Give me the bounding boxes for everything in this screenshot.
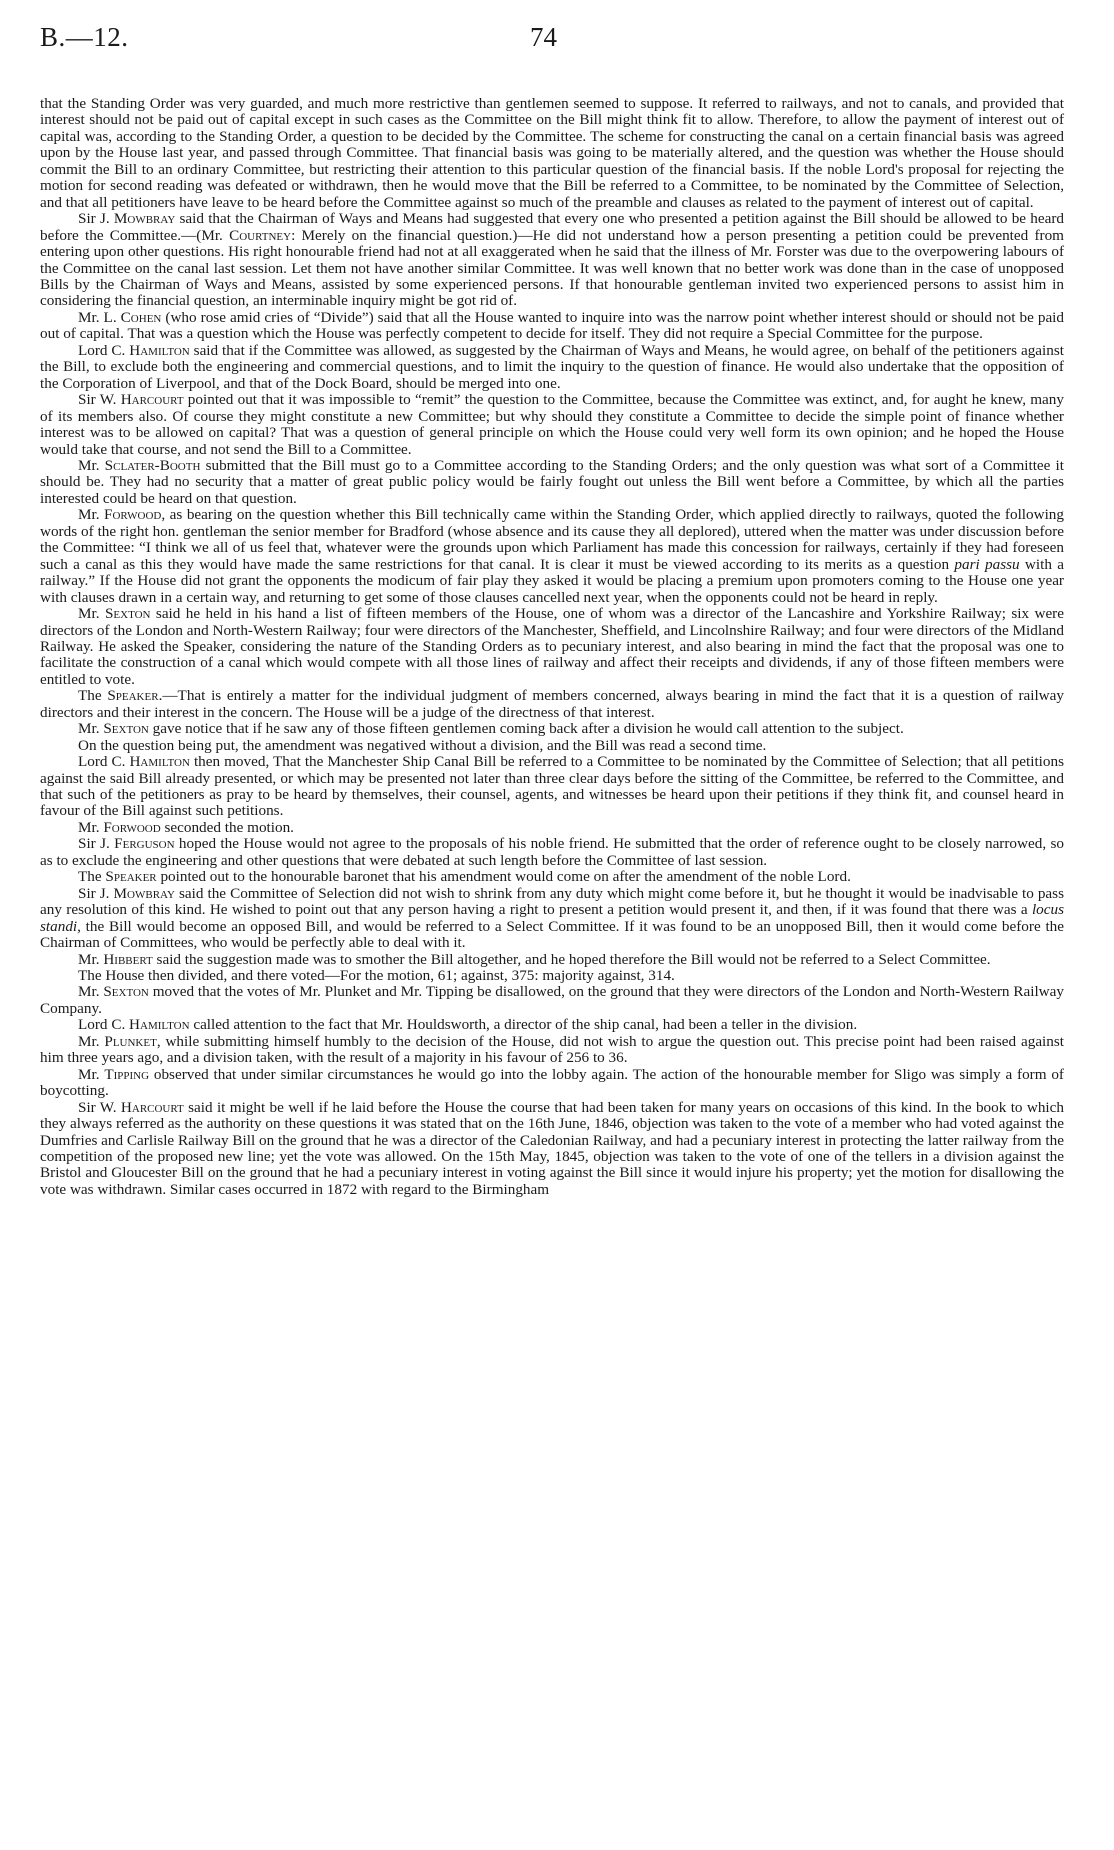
text-run: said it might be well if he laid before the House the course that had been taken for many years on occasions of this kind. In the book to which they always referred as the authority on these questions it was stated that on the 16th June, 1846, objection was taken to the vote of a member who had voted against the Dumfries and Carlisle Railway Bill on the ground that he was a director of the Caledonian Railway, and had a pecuniary interest in protecting the latter railway from the competition of the proposed new line; yet the vote was allowed. On the 15th May, 1845, objection was taken to the vote of one of the tellers in a division against the Bristol and Gloucester Bill on the ground that he had a pecuniary interest in voting against the Bill since it would injure his property; yet the motion for disallowing the vote was withdrawn. Similar cases occurred in 1872 with regard to the Birmingham [40, 1098, 1064, 1198]
speaker-name: Tipping [104, 1065, 150, 1083]
italic-phrase: locus standi [40, 901, 1064, 935]
text-run: called attention to the fact that Mr. Houldsworth, a director of the ship canal, had been a teller in the division. [189, 1016, 858, 1034]
text-run: Mr. L. [78, 308, 121, 326]
text-run: Mr. [78, 605, 105, 623]
text-run: that the Standing Order was very guarded, and much more restrictive than gentlemen seemed to suppose. It referred to railways, and not to canals, and provided that interest should not be paid out of capital except in such cases as the Committee on the Bill might think fit to allow. Therefore, to allow the payment of interest out of capital was, according to the Standing Order, a question to be decided by the Committee. The scheme for constructing the canal on a certain financial basis was agreed upon by the House last year, and passed through Committee. That financial basis was going to be materially altered, and the question was whether the House should commit the Bill to an ordinary Committee, but restricting their attention to this particular question of the financial basis. If the noble Lord's proposal for rejecting the motion for second reading was defeated or withdrawn, then he would move that the Bill be referred to a Committee, to be nominated by the Committee of Selection, and that all petitioners have leave to be heard before the Committee against so much of the preamble and clauses as related to the payment of interest out of capital. [40, 95, 1064, 211]
text-run: On the question being put, the amendment was negatived without a division, and the Bill was read a second time. [78, 736, 767, 754]
text-run: moved that the votes of Mr. Plunket and Mr. Tipping be disallowed, on the ground that they were directors of the London and North-Western Railway Company. [40, 983, 1064, 1017]
paragraph [40, 507, 1064, 606]
body-text [40, 96, 1064, 1198]
text-run: Lord C. [78, 753, 130, 771]
page-number: 74 [530, 22, 557, 52]
paragraph [40, 1034, 1064, 1067]
text-run: observed that under similar circumstances he would go into the lobby again. The action of the honourable member for Sligo was simply a form of boycotting. [40, 1065, 1064, 1100]
paragraph [40, 688, 1064, 721]
paragraph [40, 820, 1064, 836]
text-run: Sir J. [78, 884, 114, 902]
text-run: Mr. [78, 456, 105, 474]
speaker-name: Mowbray [113, 884, 175, 902]
paragraph [40, 343, 1064, 392]
speaker-name: Forwood [104, 506, 162, 524]
speaker-name: Hamilton [129, 753, 190, 771]
document-page [40, 22, 1064, 1832]
text-run: gave notice that if he saw any of those fifteen gentlemen coming back after a division he would call attention to the subject. [148, 720, 904, 738]
document-reference: B.—12. [40, 22, 129, 52]
speaker-name: Ferguson [114, 835, 175, 853]
paragraph [40, 754, 1064, 820]
text-run: said the Committee of Selection did not wish to shrink from any duty which might come before it, but he thought it would be inadvisable to pass any resolution of this kind. He wished to point out that any person having a right to present a petition would present it, and then, if it was found that there was a [40, 884, 1064, 919]
text-run: Lord C. [78, 341, 130, 359]
paragraph [40, 606, 1064, 688]
text-run: said that the Chairman of Ways and Means had suggested that every one who presented a petition against the Bill should be allowed to be heard before the Committee.—(Mr. [40, 210, 1064, 244]
paragraph [40, 886, 1064, 952]
speaker-name: Cohen [120, 308, 162, 326]
text-run: Lord C. [78, 1016, 130, 1034]
text-run: Sir W. [78, 391, 121, 409]
speaker-name: Sclater-Booth [104, 456, 201, 474]
text-run: Mr. [78, 818, 104, 836]
text-run: , the Bill would become an opposed Bill, and would be referred to a Select Committee. If it was found to be an unopposed Bill, then it would come before the Chairman of Committees, who would be perfectly able to deal with it. [40, 917, 1064, 952]
italic-phrase: pari passu [954, 555, 1020, 573]
paragraph [40, 836, 1064, 869]
text-run: Mr. [78, 950, 104, 968]
speaker-name: Forwood [103, 818, 161, 836]
paragraph [40, 738, 1064, 754]
text-run: hoped the House would not agree to the proposals of his noble friend. He submitted that the order of reference ought to be closely narrowed, so as to exclude the engineering and other questions that were debated at such length before the Committee of last session. [40, 835, 1064, 869]
text-run: Mr. [78, 506, 105, 524]
speaker-name: Sexton [103, 983, 149, 1001]
paragraph [40, 869, 1064, 885]
paragraph [40, 984, 1064, 1017]
text-run: Sir J. [78, 210, 114, 228]
text-run: .—That is entirely a matter for the individual judgment of members concerned, always bearing in mind the fact that it is a question of railway directors and their interest in the concern. The House will be a judge of the directness of that interest. [40, 687, 1064, 721]
text-run: Mr. [78, 1065, 105, 1083]
paragraph [40, 310, 1064, 343]
speaker-name: Plunket [104, 1032, 157, 1050]
text-run: Mr. [78, 983, 104, 1001]
text-run: (who rose amid cries of “Divide”) said that all the House wanted to inquire into was the narrow point whether interest should or should not be paid out of capital. That was a question which the House was perfectly competent to decide for itself. They did not require a Special Committee for the purpose. [40, 308, 1064, 343]
speaker-name: Speaker [105, 868, 157, 886]
speaker-name: Hamilton [129, 1016, 190, 1034]
speaker-name: Speaker [107, 687, 159, 705]
text-run: , as bearing on the question whether this Bill technically came within the Standing Order, which applied directly to railways, quoted the following words of the right hon. gentleman the senior member for Bradford (whose absence and its cause they all deplored), uttered when the matter was under discussion before the Committee: “I think we all of us feel that, whatever were the grounds upon which Parliament has made this concession for railways, certainly if they had foreseen such a canal as this they would have made the same restrictions for that canal. It is clear it must be viewed according to its merits as a question [40, 506, 1064, 573]
page-header [40, 22, 1064, 56]
text-run: The [78, 868, 106, 886]
text-run: Sir J. [78, 835, 115, 853]
speaker-name: Harcourt [120, 391, 184, 409]
text-run: pointed out that it was impossible to “remit” the question to the Committee, because the Committee was extinct, and, for aught he knew, many of its members also. Of course they might constitute a new Committee; but why should they constitute a Committee to decide the simple point of finance whether interest was to be allowed on capital? That was a question of general principle on which the House could very well form its own opinion; and he hoped the House would take that course, and not send the Bill to a Committee. [40, 391, 1064, 458]
text-run: said he held in his hand a list of fifteen members of the House, one of whom was a director of the Lancashire and Yorkshire Railway; six were directors of the London and North-Western Railway; four were directors of the Manchester, Sheffield, and Lincolnshire Railway; and four were directors of the Midland Railway. He asked the Speaker, considering the nature of the Standing Orders as to pecuniary interest, and also bearing in mind the fact that the proposal was one to facilitate the construction of a canal which would compete with all those lines of railway and affect their receipts and dividends, if any of those fifteen members were entitled to vote. [40, 605, 1064, 688]
paragraph [40, 1017, 1064, 1033]
text-run: The House then divided, and there voted—For the motion, 61; against, 375: majority against, 314. [78, 967, 675, 985]
text-run: Mr. [78, 720, 104, 738]
text-run: said the suggestion made was to smother the Bill altogether, and he hoped therefore the Bill would not be referred to a Select Committee. [152, 950, 991, 968]
paragraph [40, 968, 1064, 984]
speaker-name: Sexton [104, 605, 151, 623]
paragraph [40, 96, 1064, 211]
text-run: pointed out to the honourable baronet that his amendment would come on after the amendment of the noble Lord. [156, 868, 851, 886]
text-run: then moved, That the Manchester Ship Canal Bill be referred to a Committee to be nominated by the Committee of Selection; that all petitions against the said Bill already presented, or which may be presented not later than three clear days before the sitting of the Committee, be referred to the Committee, and that such of the petitioners as pray to be heard by themselves, their counsel, agents, and witnesses be heard upon their petitions if they think fit, and counsel heard in favour of the Bill against such petitions. [40, 753, 1064, 820]
paragraph [40, 392, 1064, 458]
paragraph [40, 458, 1064, 507]
speaker-name: Hamilton [129, 341, 190, 359]
speaker-name: Courtney [229, 226, 292, 244]
text-run: The [78, 687, 108, 705]
text-run: submitted that the Bill must go to a Committee according to the Standing Orders; and the only question was what sort of a Committee it should be. They had no security that a matter of great public policy would be fairly fought out unless the Bill went before a Committee, by which all the parties interested could be heard on that question. [40, 456, 1064, 507]
text-run: , while submitting himself humbly to the decision of the House, did not wish to argue the question out. This precise point had been raised against him three years ago, and a division taken, with the result of a majority in his favour of 256 to 36. [40, 1032, 1064, 1067]
speaker-name: Mowbray [113, 210, 176, 228]
paragraph [40, 952, 1064, 968]
paragraph [40, 1067, 1064, 1100]
text-run: Mr. [78, 1032, 105, 1050]
text-run: with a railway.” If the House did not grant the opponents the modicum of fair play they asked it would be placing a premium upon promoters coming to the House one year with clauses drawn in a certain way, and returning to get some of those clauses cancelled next year, when the opponents could not be heard in reply. [40, 555, 1064, 606]
text-run: seconded the motion. [160, 818, 294, 836]
text-run: : Merely on the financial question.)—He did not understand how a person presenting a petition could be prevented from entering upon other questions. His right honourable friend had not at all exaggerated when he said that the illness of Mr. Forster was due to the overpowering labours of the Committee on the canal last session. Let them not have another similar Committee. It was well known that no better work was done than in the case of unopposed Bills by the Chairman of Ways and Means, assisted by some experienced persons. If that honourable gentleman invited two experienced persons to assist him in considering the financial question, an interminable inquiry might be got rid of. [40, 226, 1064, 310]
text-run: Sir W. [78, 1098, 121, 1116]
paragraph [40, 211, 1064, 310]
paragraph [40, 1100, 1064, 1199]
speaker-name: Hibbert [103, 950, 153, 968]
speaker-name: Sexton [103, 720, 149, 738]
speaker-name: Harcourt [120, 1098, 184, 1116]
text-run: said that if the Committee was allowed, as suggested by the Chairman of Ways and Means, he would agree, on behalf of the petitioners against the Bill, to exclude both the engineering and commercial questions, and to limit the inquiry to the question of finance. He would also undertake that the opposition of the Corporation of Liverpool, and that of the Dock Board, should be merged into one. [40, 341, 1064, 392]
paragraph [40, 721, 1064, 737]
